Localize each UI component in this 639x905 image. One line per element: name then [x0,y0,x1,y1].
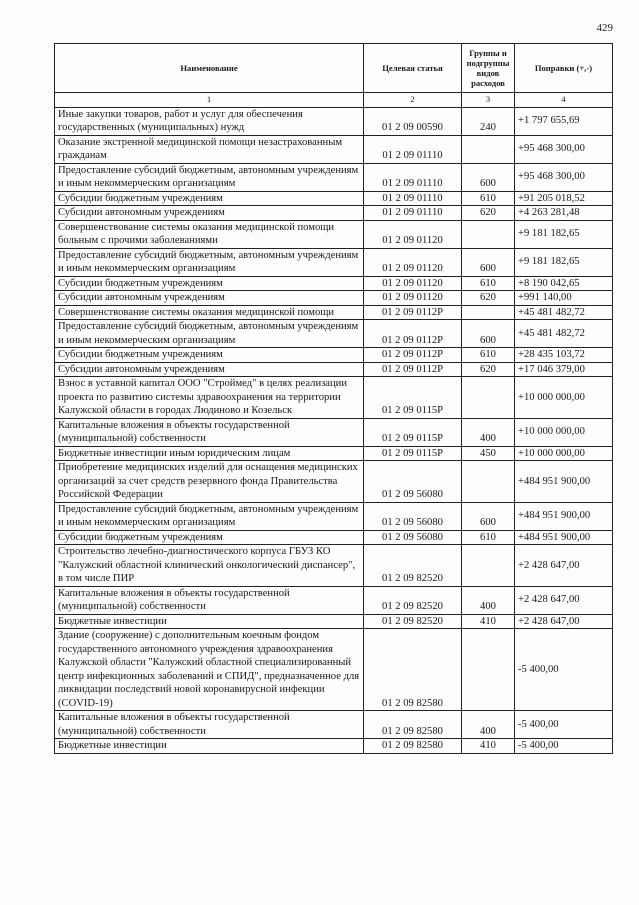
row-amount: +2 428 647,00 [515,586,613,614]
row-code: 01 2 09 01120 [364,276,462,291]
table-row [55,629,613,711]
row-name: Строительство лечебно-диагностического корпуса ГБУЗ КО "Калужский областной клинический онкологический диспансер", в том числе ПИР [55,545,364,587]
table-row [55,206,613,221]
row-group: 620 [462,291,515,306]
table-row [55,191,613,206]
row-amount: +484 951 900,00 [515,530,613,545]
row-group: 610 [462,348,515,363]
row-code: 01 2 09 56080 [364,530,462,545]
row-name: Предоставление субсидий бюджетным, автономным учреждениям и иным некоммерческим организациям [55,502,364,530]
header-name: Наименование [55,44,364,93]
row-group: 410 [462,614,515,629]
column-number-row [55,93,613,108]
row-group [462,305,515,320]
table-row [55,135,613,163]
table-row [55,502,613,530]
table-row [55,220,613,248]
table-row [55,107,613,135]
row-name: Взнос в уставной капитал ООО "Строймед" в целях реализации проекта по развитию системы здравоохранения на территории Калужской области в городах Людиново и Козельск [55,377,364,419]
row-code: 01 2 09 82580 [364,711,462,739]
table-row [55,348,613,363]
row-group: 610 [462,530,515,545]
table-row [55,739,613,754]
table-row [55,163,613,191]
row-group [462,220,515,248]
row-group [462,135,515,163]
table-header-row [55,44,613,93]
row-name: Оказание экстренной медицинской помощи незастрахованным гражданам [55,135,364,163]
row-code: 01 2 09 01120 [364,248,462,276]
row-code: 01 2 09 01120 [364,291,462,306]
row-code: 01 2 09 56080 [364,502,462,530]
row-group: 610 [462,191,515,206]
column-number: 3 [462,93,515,108]
table-row [55,362,613,377]
row-amount: -5 400,00 [515,711,613,739]
table-row [55,586,613,614]
row-code: 01 2 09 82580 [364,739,462,754]
table-row [55,614,613,629]
table-row [55,545,613,587]
row-code: 01 2 09 0112Р [364,348,462,363]
row-code: 01 2 09 82520 [364,545,462,587]
budget-table [54,43,613,754]
row-code: 01 2 09 01110 [364,135,462,163]
row-group: 600 [462,320,515,348]
table-row [55,291,613,306]
row-code: 01 2 09 0112Р [364,305,462,320]
table-row [55,320,613,348]
row-name: Иные закупки товаров, работ и услуг для обеспечения государственных (муниципальных) нужд [55,107,364,135]
row-code: 01 2 09 01110 [364,206,462,221]
row-name: Капитальные вложения в объекты государственной (муниципальной) собственности [55,586,364,614]
row-code: 01 2 09 0115Р [364,377,462,419]
row-amount: -5 400,00 [515,629,613,711]
row-code: 01 2 09 0115Р [364,418,462,446]
table-row [55,530,613,545]
row-group: 600 [462,248,515,276]
row-code: 01 2 09 56080 [364,461,462,503]
row-group [462,461,515,503]
row-group: 600 [462,163,515,191]
row-amount: +9 181 182,65 [515,248,613,276]
row-amount: +484 951 900,00 [515,502,613,530]
row-name: Здание (сооружение) с дополнительным коечным фондом государственного автономного учреждения здравоохранения Калужской области "Калужский областной специализированный центр инфекционных заболеваний и СПИД", предназначенное для ликвидации последствий новой коронавирусной инфекции (COVID-19) [55,629,364,711]
row-code: 01 2 09 82580 [364,629,462,711]
row-amount: -5 400,00 [515,739,613,754]
row-code: 01 2 09 0112Р [364,320,462,348]
table-row [55,461,613,503]
row-group: 400 [462,418,515,446]
row-code: 01 2 09 82520 [364,586,462,614]
row-amount: +2 428 647,00 [515,545,613,587]
row-amount: +17 046 379,00 [515,362,613,377]
row-amount: +45 481 482,72 [515,305,613,320]
row-code: 01 2 09 00590 [364,107,462,135]
row-group [462,377,515,419]
row-group: 240 [462,107,515,135]
table-row [55,446,613,461]
row-name: Субсидии автономным учреждениям [55,362,364,377]
table-row [55,248,613,276]
column-number: 4 [515,93,613,108]
row-name: Субсидии автономным учреждениям [55,291,364,306]
row-amount: +45 481 482,72 [515,320,613,348]
row-code: 01 2 09 82520 [364,614,462,629]
row-code: 01 2 09 01110 [364,191,462,206]
row-name: Субсидии бюджетным учреждениям [55,348,364,363]
row-name: Предоставление субсидий бюджетным, автономным учреждениям и иным некоммерческим организациям [55,163,364,191]
row-name: Субсидии автономным учреждениям [55,206,364,221]
row-group [462,629,515,711]
row-group: 400 [462,711,515,739]
row-name: Капитальные вложения в объекты государственной (муниципальной) собственности [55,418,364,446]
row-amount: +91 205 018,52 [515,191,613,206]
row-name: Предоставление субсидий бюджетным, автономным учреждениям и иным некоммерческим организациям [55,320,364,348]
row-amount: +2 428 647,00 [515,614,613,629]
row-name: Предоставление субсидий бюджетным, автономным учреждениям и иным некоммерческим организациям [55,248,364,276]
table-row [55,418,613,446]
row-amount: +10 000 000,00 [515,377,613,419]
column-number: 1 [55,93,364,108]
row-group: 600 [462,502,515,530]
row-name: Бюджетные инвестиции [55,739,364,754]
table-row [55,377,613,419]
row-group: 620 [462,362,515,377]
row-code: 01 2 09 0112Р [364,362,462,377]
row-name: Капитальные вложения в объекты государственной (муниципальной) собственности [55,711,364,739]
row-name: Совершенствование системы оказания медицинской помощи [55,305,364,320]
row-amount: +95 468 300,00 [515,135,613,163]
row-code: 01 2 09 0115Р [364,446,462,461]
row-amount: +95 468 300,00 [515,163,613,191]
row-amount: +9 181 182,65 [515,220,613,248]
header-code: Целевая статья [364,44,462,93]
row-code: 01 2 09 01120 [364,220,462,248]
row-amount: +1 797 655,69 [515,107,613,135]
column-number: 2 [364,93,462,108]
table-row [55,276,613,291]
row-name: Бюджетные инвестиции [55,614,364,629]
header-amount: Поправки (+,-) [515,44,613,93]
row-name: Субсидии бюджетным учреждениям [55,276,364,291]
row-name: Бюджетные инвестиции иным юридическим лицам [55,446,364,461]
row-name: Приобретение медицинских изделий для оснащения медицинских организаций за счет средств резервного фонда Правительства Российской Федерации [55,461,364,503]
row-amount: +28 435 103,72 [515,348,613,363]
row-group: 410 [462,739,515,754]
row-name: Субсидии бюджетным учреждениям [55,530,364,545]
row-group: 400 [462,586,515,614]
row-group: 620 [462,206,515,221]
row-name: Субсидии бюджетным учреждениям [55,191,364,206]
table-row [55,305,613,320]
row-group: 610 [462,276,515,291]
row-name: Совершенствование системы оказания медицинской помощи больным с прочими заболеваниями [55,220,364,248]
row-amount: +10 000 000,00 [515,418,613,446]
row-amount: +991 140,00 [515,291,613,306]
row-group [462,545,515,587]
row-code: 01 2 09 01110 [364,163,462,191]
row-amount: +10 000 000,00 [515,446,613,461]
row-amount: +484 951 900,00 [515,461,613,503]
page-number: 429 [596,22,613,34]
row-amount: +8 190 042,65 [515,276,613,291]
row-amount: +4 263 281,48 [515,206,613,221]
table-row [55,711,613,739]
row-group: 450 [462,446,515,461]
header-group: Группы и подгруппы видов расходов [462,44,515,93]
